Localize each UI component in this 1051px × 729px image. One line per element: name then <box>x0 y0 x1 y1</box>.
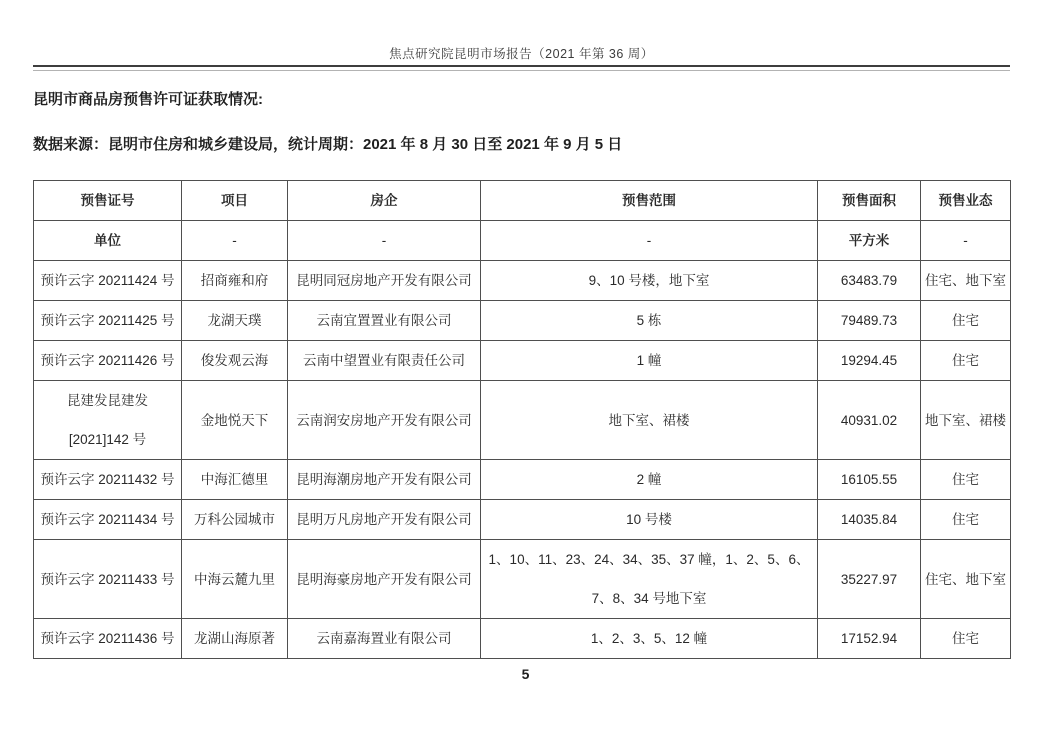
cell-scope: 1 幢 <box>481 341 818 381</box>
unit-cell-scope: - <box>481 221 818 261</box>
table-header-row <box>34 181 1011 221</box>
cell-scope: 1、2、3、5、12 幢 <box>481 619 818 659</box>
table-body <box>34 261 1011 659</box>
cell-usage: 住宅 <box>921 341 1011 381</box>
cell-project: 万科公园城市 <box>182 500 288 540</box>
cell-scope: 1、10、11、23、24、34、35、37 幢，1、2、5、6、7、8、34 号地下室 <box>481 540 818 619</box>
cell-developer: 云南润安房地产开发有限公司 <box>288 381 481 460</box>
unit-row <box>34 221 1011 261</box>
cell-cert: 预许云字 20211425 号 <box>34 301 182 341</box>
data-source-line: 数据来源：昆明市住房和城乡建设局，统计周期：2021 年 8 月 30 日至 2021 年 9 月 5 日 <box>33 136 623 153</box>
cell-developer: 昆明同冠房地产开发有限公司 <box>288 261 481 301</box>
header-rule <box>33 65 1010 71</box>
cell-cert: 预许云字 20211432 号 <box>34 460 182 500</box>
cell-developer: 云南嘉海置业有限公司 <box>288 619 481 659</box>
cell-developer: 昆明海豪房地产开发有限公司 <box>288 540 481 619</box>
cell-area: 19294.45 <box>818 341 921 381</box>
cell-area: 79489.73 <box>818 301 921 341</box>
column-header-developer: 房企 <box>288 181 481 221</box>
page-header <box>33 44 1010 62</box>
table-row <box>34 341 1011 381</box>
unit-cell-usage: - <box>921 221 1011 261</box>
page-number: 5 <box>521 666 530 682</box>
table-row <box>34 460 1011 500</box>
cell-project: 中海云麓九里 <box>182 540 288 619</box>
cell-area: 14035.84 <box>818 500 921 540</box>
cell-scope: 地下室、裙楼 <box>481 381 818 460</box>
cell-cert: 预许云字 20211434 号 <box>34 500 182 540</box>
unit-cell-area: 平方米 <box>818 221 921 261</box>
cell-developer: 云南宜置置业有限公司 <box>288 301 481 341</box>
cell-project: 招商雍和府 <box>182 261 288 301</box>
section-title: 昆明市商品房预售许可证获取情况: <box>33 91 263 108</box>
cell-scope: 5 栋 <box>481 301 818 341</box>
cell-project: 俊发观云海 <box>182 341 288 381</box>
cell-cert: 预许云字 20211433 号 <box>34 540 182 619</box>
cell-project: 中海汇德里 <box>182 460 288 500</box>
cell-cert: 昆建发昆建发 [2021]142 号 <box>34 381 182 460</box>
cell-usage: 住宅 <box>921 460 1011 500</box>
cell-project: 金地悦天下 <box>182 381 288 460</box>
cell-scope: 10 号楼 <box>481 500 818 540</box>
table-row <box>34 500 1011 540</box>
cell-usage: 住宅、地下室 <box>921 261 1011 301</box>
header-title: 焦点研究院昆明市场报告（2021 年第 36 周） <box>389 47 654 61</box>
cell-usage: 地下室、裙楼 <box>921 381 1011 460</box>
cell-scope: 9、10 号楼，地下室 <box>481 261 818 301</box>
cell-cert: 预许云字 20211436 号 <box>34 619 182 659</box>
unit-cell-cert: 单位 <box>34 221 182 261</box>
presale-permit-table <box>33 180 1011 659</box>
cell-area: 17152.94 <box>818 619 921 659</box>
cell-developer: 昆明海潮房地产开发有限公司 <box>288 460 481 500</box>
column-header-usage: 预售业态 <box>921 181 1011 221</box>
cell-usage: 住宅 <box>921 301 1011 341</box>
column-header-project: 项目 <box>182 181 288 221</box>
unit-cell-project: - <box>182 221 288 261</box>
cell-developer: 云南中望置业有限责任公司 <box>288 341 481 381</box>
cell-usage: 住宅 <box>921 619 1011 659</box>
cell-project: 龙湖山海原著 <box>182 619 288 659</box>
table-row <box>34 381 1011 460</box>
table-row <box>34 301 1011 341</box>
table-row <box>34 619 1011 659</box>
cell-cert: 预许云字 20211426 号 <box>34 341 182 381</box>
table-row <box>34 540 1011 619</box>
column-header-cert: 预售证号 <box>34 181 182 221</box>
cell-project: 龙湖天璞 <box>182 301 288 341</box>
column-header-area: 预售面积 <box>818 181 921 221</box>
table-row <box>34 261 1011 301</box>
cell-scope: 2 幢 <box>481 460 818 500</box>
cell-area: 63483.79 <box>818 261 921 301</box>
cell-area: 16105.55 <box>818 460 921 500</box>
cell-developer: 昆明万凡房地产开发有限公司 <box>288 500 481 540</box>
cell-area: 35227.97 <box>818 540 921 619</box>
column-header-scope: 预售范围 <box>481 181 818 221</box>
cell-usage: 住宅、地下室 <box>921 540 1011 619</box>
cell-cert: 预许云字 20211424 号 <box>34 261 182 301</box>
cell-usage: 住宅 <box>921 500 1011 540</box>
cell-area: 40931.02 <box>818 381 921 460</box>
unit-cell-developer: - <box>288 221 481 261</box>
